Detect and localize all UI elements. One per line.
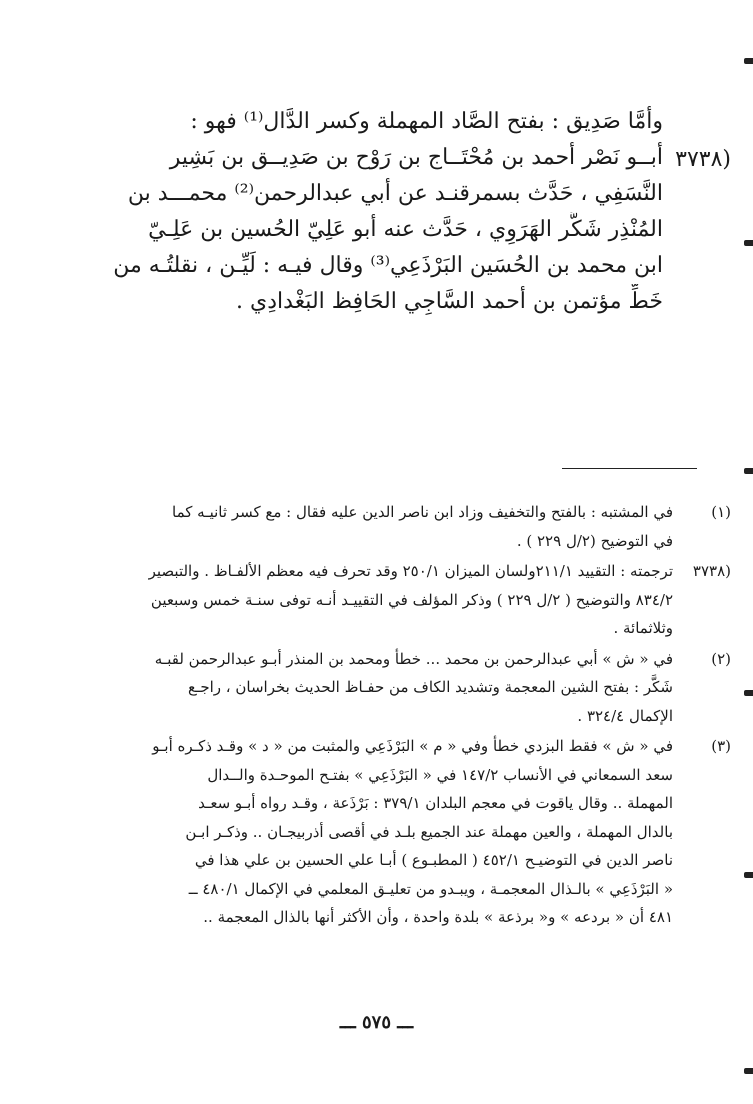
scan-edge-mark bbox=[744, 468, 753, 474]
footnote-line: الإكمال ٣٢٤/٤ . bbox=[577, 706, 673, 725]
intro-paragraph bbox=[93, 104, 663, 140]
footnote-line: في « ش » أبي عبدالرحمن بن محمد ... خطأ ومحمد بن المنذر أبـو عبدالرحمن لقبـه bbox=[154, 649, 673, 668]
entry-line: النَّسَفِي ، حَدَّث بسمرقنـد عن أبي عبدالرحمن⁽²⁾ محمـــد بن bbox=[127, 181, 663, 206]
entry-number: (٣٧٣٨ bbox=[675, 147, 731, 172]
footnotes-section bbox=[91, 498, 731, 934]
entry-line: خَطِّ مؤتمن بن أحمد السَّاجِي الحَافِظ البَغْدادِي . bbox=[236, 289, 663, 314]
entry-line: ابن محمد بن الحُسَين البَرْذَعِي⁽³⁾ وقال فيـه : لَيِّـن ، نقلتُـه من bbox=[113, 253, 663, 278]
footnote-body bbox=[91, 732, 673, 932]
footnote-line: سعد السمعاني في الأنساب ١٤٧/٢ في « البَرْذَعِي » بفتـح الموحـدة والــدال bbox=[207, 765, 673, 784]
footnote bbox=[91, 645, 731, 731]
footnote-line: وثلاثمائة . bbox=[613, 619, 673, 637]
footnote-line: « البَرْذَعِي » بالـذال المعجمـة ، ويبـدو من تعليـق المعلمي في الإكمال ٤٨٠/١ ــ bbox=[188, 879, 673, 898]
footnote-body bbox=[91, 557, 673, 643]
entry-line: أبــو نَصْر أحمد بن مُحْتَــاج بن رَوْح بن صَدِيــق بن بَشِير bbox=[169, 145, 663, 170]
entry-paragraph bbox=[93, 140, 663, 320]
footnote-line: في المشتبه : بالفتح والتخفيف وزاد ابن ناصر الدين عليه فقال : مع كسر ثانيـه كما bbox=[172, 503, 673, 521]
scan-edge-mark bbox=[744, 690, 753, 696]
intro-line: وأمَّا صَدِيق : بفتح الصَّاد المهملة وكسر الدَّال⁽¹⁾ فهو : bbox=[190, 109, 663, 134]
footnote-number: (١) bbox=[711, 503, 731, 521]
footnote-line: ٤٨١ أن « بردعه » و« برذعة » بلدة واحدة ، وأن الأكثر أنها بالذال المعجمة .. bbox=[203, 908, 673, 926]
footnote-line: المهملة .. وقال ياقوت في معجم البلدان ٣٧٩/١ : بَرْذَعة ، وقـد رواه أبـو سعـد bbox=[198, 794, 673, 812]
footnote-body bbox=[91, 645, 673, 731]
scan-edge-mark bbox=[744, 58, 753, 64]
scan-edge-mark bbox=[744, 1068, 753, 1074]
footnote-number: (٣) bbox=[711, 737, 731, 755]
footnote-line: ناصر الدين في التوضيـح ٤٥٢/١ ( المطبـوع ) أبـا علي الحسين بن علي هذا في bbox=[194, 851, 673, 869]
footnote-number: (٢) bbox=[711, 649, 731, 668]
footnote bbox=[91, 732, 731, 932]
footnote bbox=[91, 498, 731, 555]
footnote-number: (٣٧٣٨ bbox=[692, 562, 731, 580]
footnote-line: في « ش » فقط البزدي خطأ وفي « م » البَرْذَعِي والمثبت من « د » وقـد ذكـره أبـو bbox=[152, 737, 673, 755]
footnote-line: ترجمته : التقييد ٢١١/١ولسان الميزان ٢٥٠/١ وقد تحرف فيه معظم الألفـاظ . والتبصير bbox=[148, 562, 673, 580]
footnote-divider bbox=[562, 468, 697, 469]
footnote bbox=[91, 557, 731, 643]
footnote-line: ٨٣٤/٢ والتوضيح ( ٢/ل ٢٢٩ ) وذكر المؤلف في التقييـد أنـه توفى سنـة خمس وسبعين bbox=[150, 590, 673, 609]
footnote-body bbox=[91, 498, 673, 555]
scan-edge-mark bbox=[744, 240, 753, 246]
page-number: ـــ ٥٧٥ ـــ bbox=[339, 1012, 414, 1033]
footnote-line: في التوضيح (٢/ل ٢٢٩ ) . bbox=[516, 531, 673, 550]
entry-line: المُنْذِر شَكَّر الهَرَوِي ، حَدَّث عنه أبو عَلِيّ الحُسين بن عَلِـيّ bbox=[148, 217, 663, 242]
footnote-line: بالدال المهملة ، والعين مهملة عند الجميع بلـد في أقصى أذربيجـان .. وذكـر ابـن bbox=[185, 822, 673, 841]
scan-edge-mark bbox=[744, 872, 753, 878]
footnote-line: شَكَّر : بفتح الشين المعجمة وتشديد الكاف من حفـاظ الحديث بخراسان ، راجـع bbox=[187, 678, 673, 696]
